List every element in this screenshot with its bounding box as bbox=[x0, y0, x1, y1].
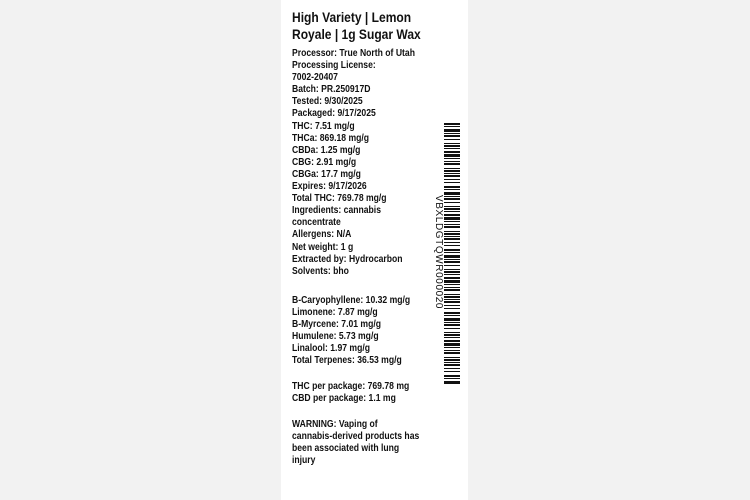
total-terpenes-line: Total Terpenes: 36.53 mg/g bbox=[292, 354, 402, 367]
product-label bbox=[281, 0, 468, 500]
total-thc-line: Total THC: 769.78 mg/g bbox=[292, 192, 387, 205]
warning-line: WARNING: Vaping of bbox=[292, 418, 378, 430]
thc-per-package-line: THC per package: 769.78 mg bbox=[292, 380, 410, 392]
title-line: Royale | 1g Sugar Wax bbox=[292, 26, 421, 42]
batch-line: Batch: PR.250917D bbox=[292, 83, 371, 96]
cbg-line: CBG: 2.91 mg/g bbox=[292, 155, 357, 168]
extracted-by-line: Extracted by: Hydrocarbon bbox=[292, 252, 403, 265]
terpene-line: Limonene: 7.87 mg/g bbox=[292, 306, 378, 319]
title-line: High Variety | Lemon bbox=[292, 9, 412, 25]
cbda-line: CBDa: 1.25 mg/g bbox=[292, 143, 361, 156]
tested-line: Tested: 9/30/2025 bbox=[292, 95, 363, 108]
packaged-line: Packaged: 9/17/2025 bbox=[292, 107, 376, 120]
terpene-line: B-Myrcene: 7.01 mg/g bbox=[292, 318, 382, 331]
terpene-line: Linalool: 1.97 mg/g bbox=[292, 342, 370, 355]
thc-line: THC: 7.51 mg/g bbox=[292, 119, 355, 132]
warning-line: been associated with lung bbox=[292, 442, 400, 455]
cbd-per-package-line: CBD per package: 1.1 mg bbox=[292, 392, 396, 405]
ingredients-line-cont: concentrate bbox=[292, 216, 341, 229]
barcode-icon bbox=[444, 123, 460, 385]
net-weight-line: Net weight: 1 g bbox=[292, 240, 354, 253]
cbga-line: CBGa: 17.7 mg/g bbox=[292, 167, 361, 180]
warning-line: cannabis-derived products has bbox=[292, 430, 420, 443]
barcode-code: VBXLDGTQWR000020 bbox=[433, 195, 444, 310]
product-title bbox=[292, 9, 438, 43]
terpene-line: B-Caryophyllene: 10.32 mg/g bbox=[292, 294, 411, 306]
package-totals bbox=[292, 380, 456, 404]
license-label-line: Processing License: bbox=[292, 59, 376, 72]
expires-line: Expires: 9/17/2026 bbox=[292, 180, 367, 193]
warning-line: injury bbox=[292, 454, 316, 467]
solvents-line: Solvents: bho bbox=[292, 264, 349, 277]
warning-text bbox=[292, 418, 456, 466]
processor-line: Processor: True North of Utah bbox=[292, 47, 415, 59]
allergens-line: Allergens: N/A bbox=[292, 228, 352, 241]
thca-line: THCa: 869.18 mg/g bbox=[292, 131, 370, 144]
barcode-text bbox=[431, 195, 445, 315]
ingredients-line: Ingredients: cannabis bbox=[292, 204, 381, 217]
terpene-line: Humulene: 5.73 mg/g bbox=[292, 330, 379, 343]
license-number-line: 7002-20407 bbox=[292, 71, 338, 84]
